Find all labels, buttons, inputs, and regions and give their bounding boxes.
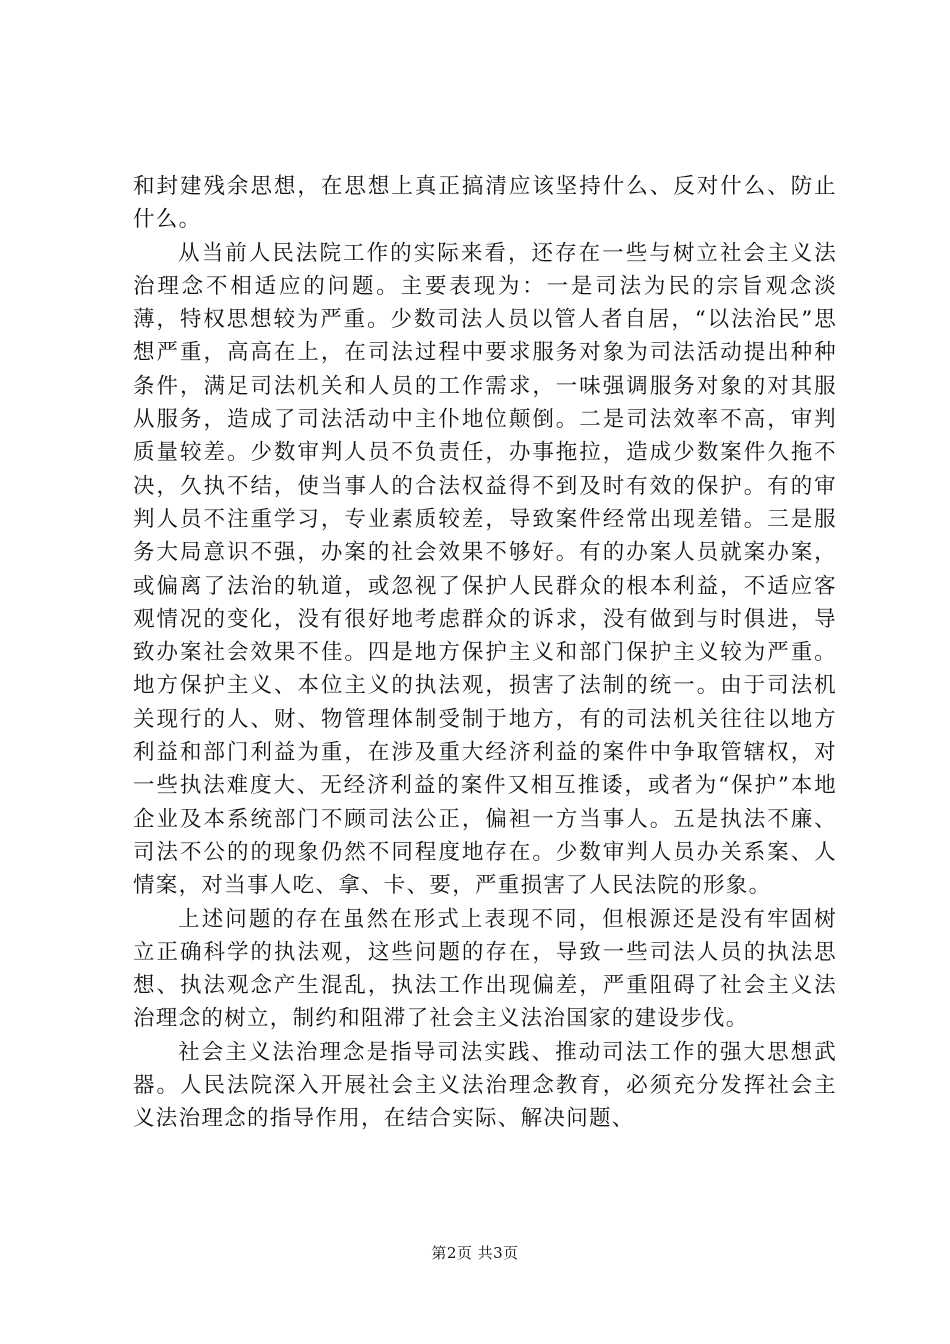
paragraph-root-cause: 上述问题的存在虽然在形式上表现不同，但根源还是没有牢固树立正确科学的执法观，这些问题的存在，导致一些司法人员的执法思想、执法观念产生混乱，执法工作出现偏差，严重阻碍了社会主义法治理念的树立，制约和阻滞了社会主义法治国家的建设步伐。 (133, 906, 837, 1032)
paragraph-guidance: 社会主义法治理念是指导司法实践、推动司法工作的强大思想武器。人民法院深入开展社会主义法治理念教育，必须充分发挥社会主义法治理念的指导作用，在结合实际、解决问题、 (133, 1039, 837, 1132)
paragraph-problems: 从当前人民法院工作的实际来看，还存在一些与树立社会主义法治理念不相适应的问题。主要表现为：一是司法为民的宗旨观念淡薄，特权思想较为严重。少数司法人员以管人者自居，“以法治民”思想严重，高高在上，在司法过程中要求服务对象为司法活动提出种种条件，满足司法机关和人员的工作需求，一味强调服务对象的对其服从服务，造成了司法活动中主仆地位颠倒。二是司法效率不高，审判质量较差。少数审判人员不负责任，办事拖拉，造成少数案件久拖不决，久执不结，使当事人的合法权益得不到及时有效的保护。有的审判人员不注重学习，专业素质较差，导致案件经常出现差错。三是服务大局意识不强，办案的社会效果不够好。有的办案人员就案办案，或偏离了法治的轨道，或忽视了保护人民群众的根本利益，不适应客观情况的变化，没有很好地考虑群众的诉求，没有做到与时俱进，导致办案社会效果不佳。四是地方保护主义和部门保护主义较为严重。地方保护主义、本位主义的执法观，损害了法制的统一。由于司法机关现行的人、财、物管理体制受制于地方，有的司法机关往往以地方利益和部门利益为重，在涉及重大经济利益的案件中争取管辖权，对一些执法难度大、无经济利益的案件又相互推诿，或者为“保护”本地企业及本系统部门不顾司法公正，偏袒一方当事人。五是执法不廉、司法不公的的现象仍然不同程度地存在。少数审判人员办关系案、人情案，对当事人吃、拿、卡、要，严重损害了人民法院的形象。 (133, 240, 837, 899)
paragraph-continued: 和封建残余思想，在思想上真正搞清应该坚持什么、反对什么、防止什么。 (133, 174, 837, 233)
document-body (133, 170, 837, 1136)
page-number-footer: 第2页 共3页 (431, 1244, 519, 1262)
